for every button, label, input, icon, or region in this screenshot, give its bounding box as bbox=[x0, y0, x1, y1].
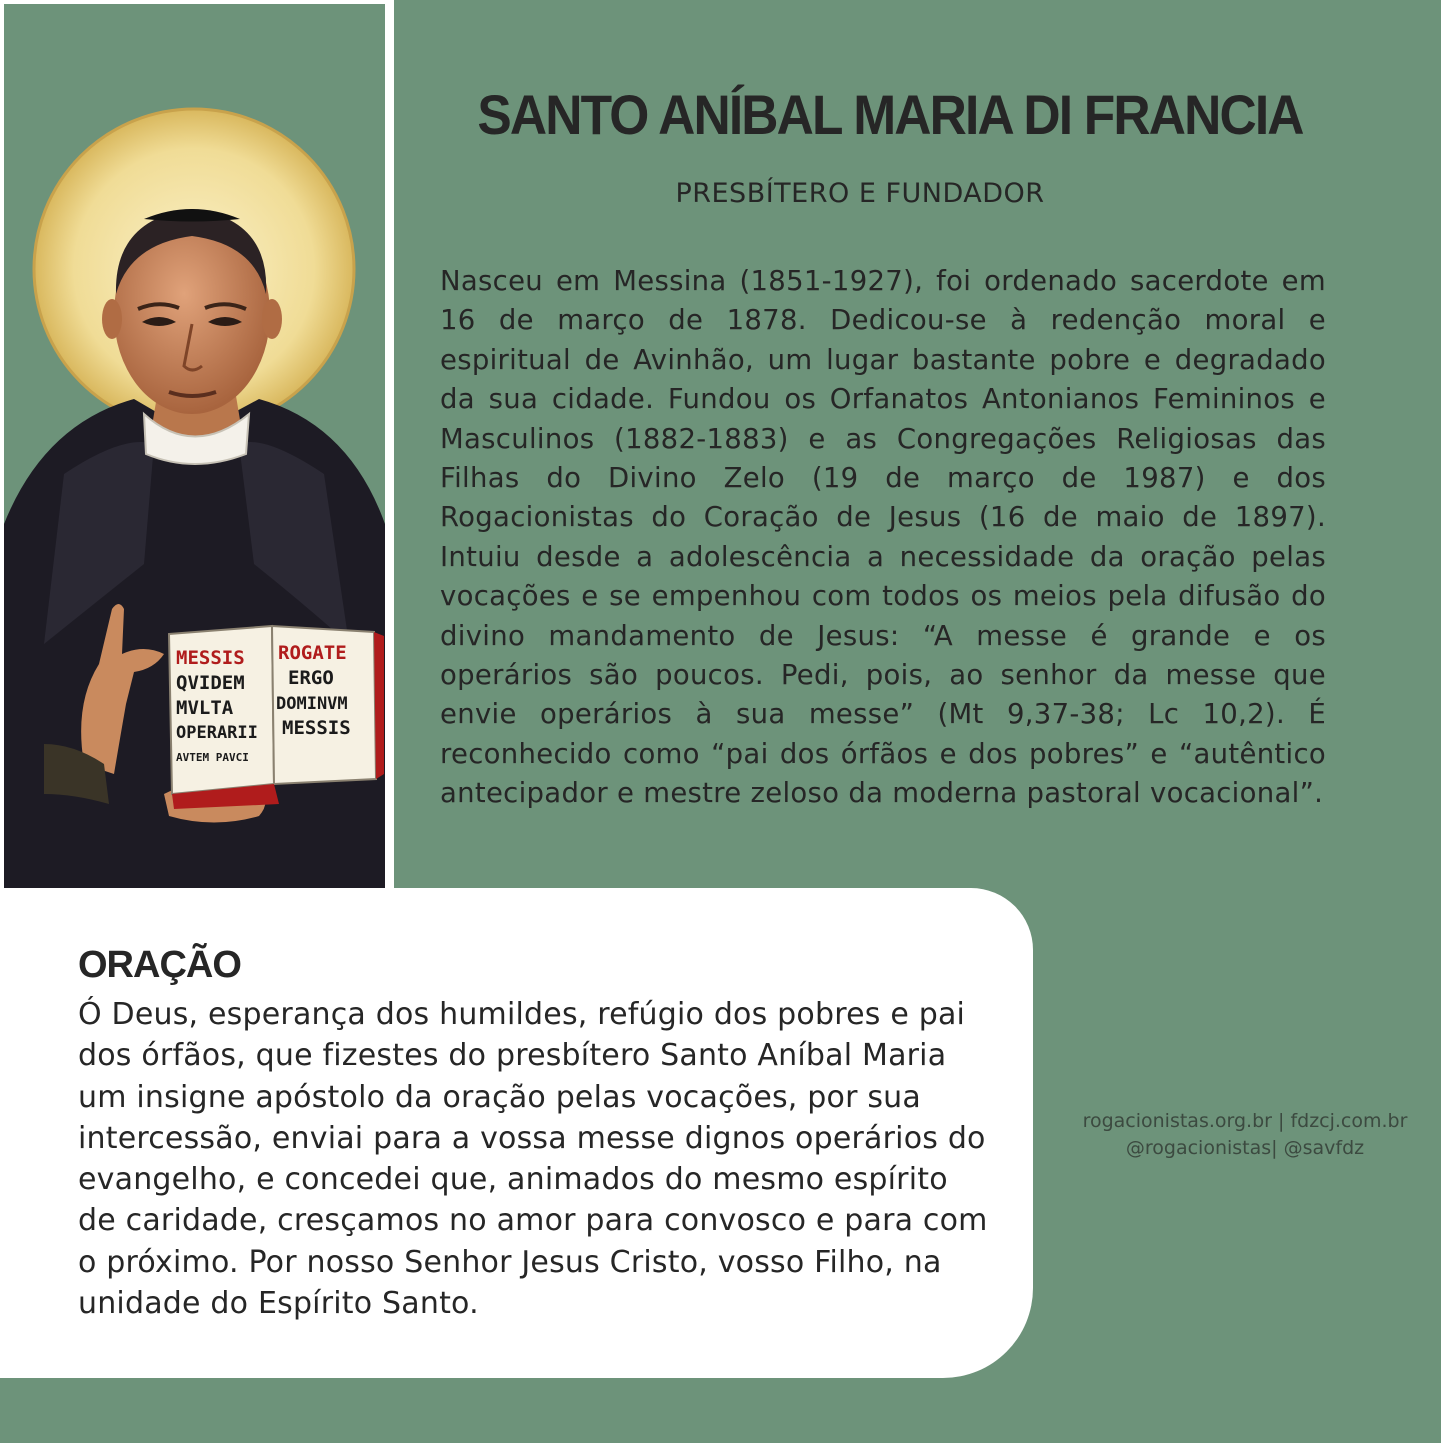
prayer-line: de caridade, cresçamos no amor para convosco e para com bbox=[78, 1203, 988, 1239]
book-right-line-2: ERGO bbox=[288, 667, 334, 689]
prayer-card bbox=[0, 888, 1033, 1378]
book-left-line-1: MESSIS bbox=[176, 647, 245, 669]
footer-credits bbox=[1070, 1108, 1420, 1162]
book-left-line-4: OPERARII bbox=[176, 723, 258, 743]
prayer-heading: ORAÇÃO bbox=[78, 944, 241, 986]
prayer-line: Ó Deus, esperança dos humildes, refúgio dos pobres e pai bbox=[78, 997, 966, 1032]
book-left-line-3: MVLTA bbox=[176, 697, 234, 719]
prayer-line: evangelho, e concedei que, animados do mesmo espírito bbox=[78, 1162, 948, 1198]
prayer-line: intercessão, enviai para a vossa messe dignos operários do bbox=[78, 1120, 986, 1156]
prayer-line: dos órfãos, que fizestes do presbítero Santo Aníbal Maria bbox=[78, 1038, 947, 1074]
prayer-text bbox=[78, 994, 1008, 1324]
book-right-line-1: ROGATE bbox=[278, 642, 347, 664]
book-left-line-2: QVIDEM bbox=[176, 672, 245, 694]
book-right-line-3: DOMINVM bbox=[276, 694, 348, 714]
prayer-line: unidade do Espírito Santo. bbox=[78, 1286, 479, 1322]
book-left-line-5: AVTEM PAVCI bbox=[176, 751, 249, 764]
page-subtitle: PRESBÍTERO E FUNDADOR bbox=[675, 178, 1045, 209]
book-right-line-4: MESSIS bbox=[282, 717, 351, 739]
page-title: SANTO ANÍBAL MARIA DI FRANCIA bbox=[477, 83, 1303, 146]
biography-text: Nasceu em Messina (1851-1927), foi ordenado sacerdote em 16 de março de 1878. Dedicou-se à redenção moral e espiritual de Avinhão, um lugar bastante pobre e degradado da sua cidade. Fundou os Orfanatos Antonianos Femininos e Masculinos (1882-1883) e as Congregações Religiosas das Filhas do Divino Zelo (19 de março de 1987) e dos Rogacionistas do Coração de Jesus (16 de maio de 1897). Intuiu desde a adolescência a necessidade da oração pelas vocações e se empenhou com todos os meios pela difusão do divino mandamento de Jesus: “A messe é grande e os operários são poucos. Pedi, pois, ao senhor da messe que envie operários à sua messe” (Mt 9,37-38; Lc 10,2). É reconhecido como “pai dos órfãos e dos pobres” e “autêntico antecipador e mestre zeloso da moderna pastoral vocacional”. bbox=[440, 265, 1326, 810]
portrait-frame bbox=[0, 0, 394, 888]
footer-social: @rogacionistas| @savfdz bbox=[1125, 1137, 1365, 1159]
saint-portrait bbox=[4, 4, 385, 888]
prayer-line: um insigne apóstolo da oração pelas vocações, por sua bbox=[78, 1079, 921, 1115]
footer-websites: rogacionistas.org.br | fdzcj.com.br bbox=[1082, 1110, 1408, 1132]
prayer-line: o próximo. Por nosso Senhor Jesus Cristo, vosso Filho, na bbox=[78, 1244, 942, 1280]
